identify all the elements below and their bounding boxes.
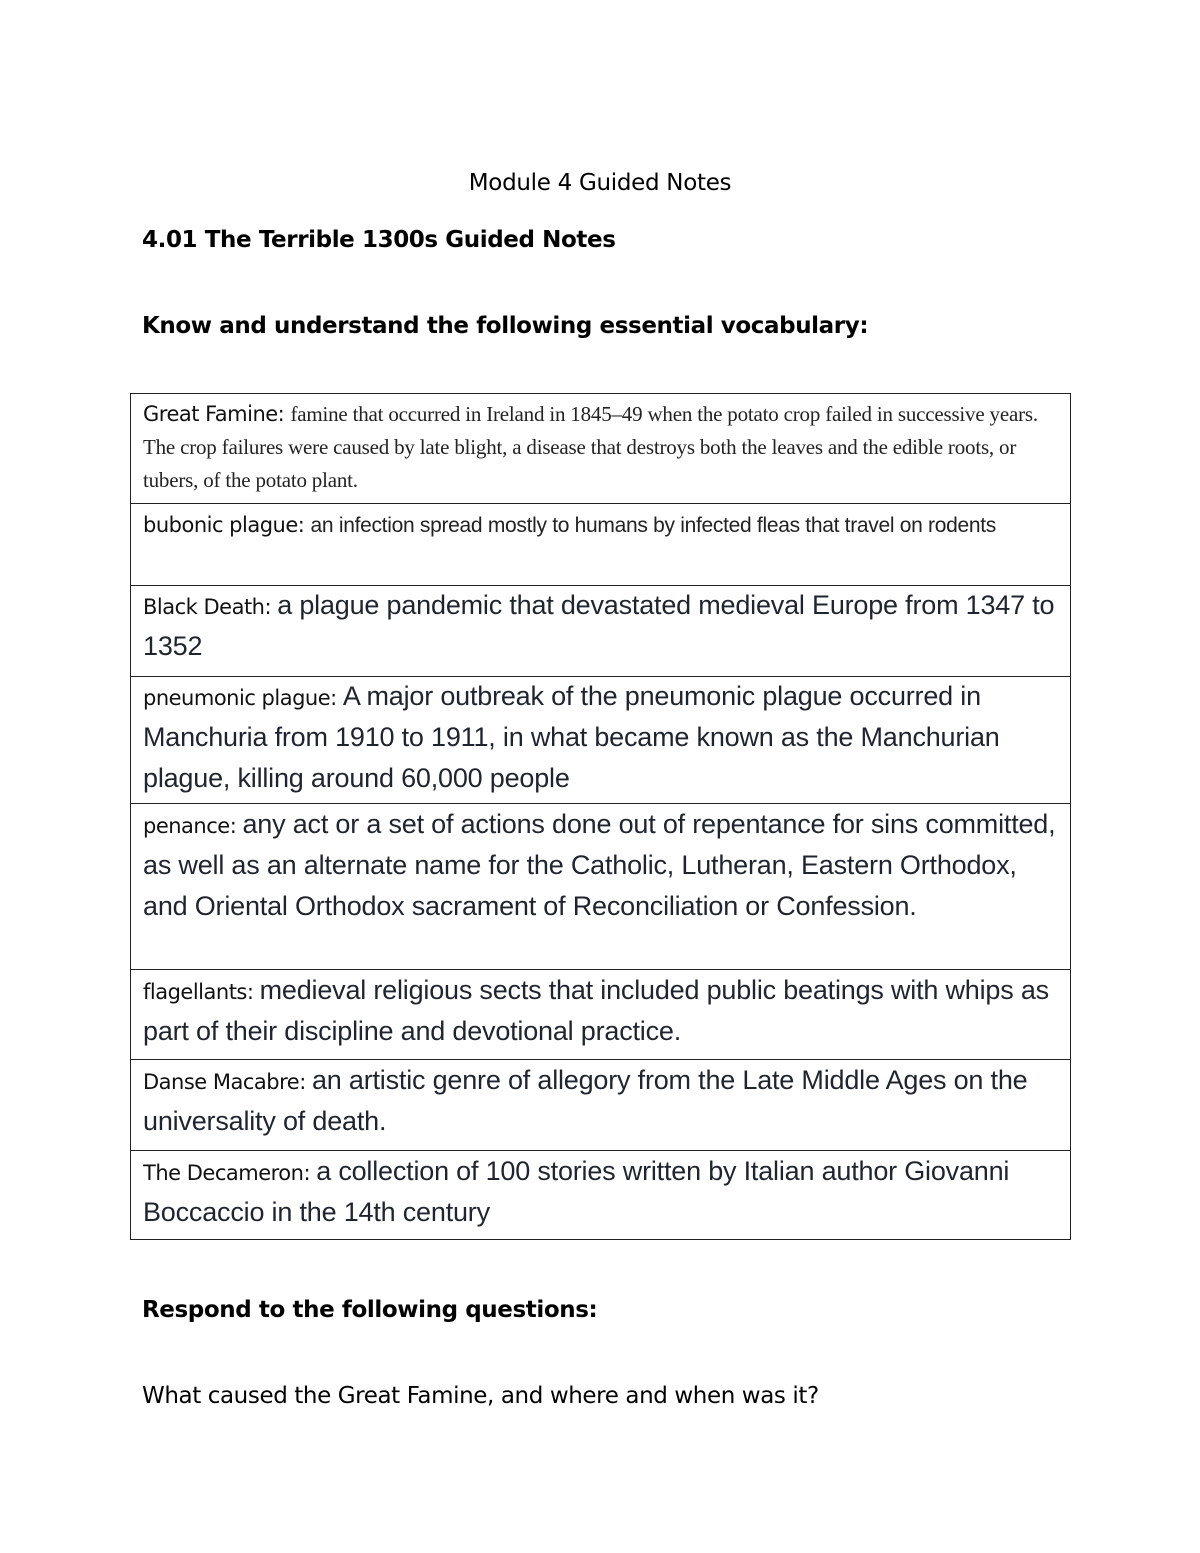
vocabulary-term: bubonic plague: [143, 513, 311, 537]
vocabulary-definition: an infection spread mostly to humans by infected fleas that travel on rodents [310, 514, 996, 537]
vocabulary-row-decameron [131, 1151, 1070, 1239]
vocabulary-definition: famine that occurred in Ireland in 1845–49 when the potato crop failed in successive years. The crop failures were caused by late blight, a disease that destroys both the leaves and the edible roots, or tubers, of the potato plant. [143, 402, 1038, 492]
row-border-gap [332, 1151, 986, 1152]
document-title: Module 4 Guided Notes [468, 170, 732, 196]
vocabulary-definition: A major outbreak of the pneumonic plague occurred in Manchuria from 1910 to 1911, in what became known as the Manchurian plague, killing around 60,000 people [143, 681, 1000, 793]
row-border-gap [268, 970, 1029, 971]
vocabulary-row-flagellants [131, 970, 1070, 1060]
vocabulary-term: Black Death: [143, 595, 278, 619]
vocabulary-definition: a plague pandemic that devastated medieval Europe from 1347 to 1352 [143, 590, 1055, 661]
respond-instruction: Respond to the following questions: [142, 1297, 598, 1323]
vocabulary-row-great-famine [131, 394, 1070, 504]
vocabulary-table [130, 393, 1071, 1240]
vocabulary-term: pneumonic plague: [143, 686, 343, 710]
row-border-gap [329, 1060, 1037, 1061]
section-heading: 4.01 The Terrible 1300s Guided Notes [142, 227, 616, 253]
vocabulary-term: Danse Macabre: [143, 1070, 312, 1094]
vocabulary-term: Great Famine: [143, 402, 291, 426]
vocabulary-definition: an artistic genre of allegory from the Late Middle Ages on the universality of death. [143, 1065, 1028, 1136]
vocabulary-row-black-death [131, 586, 1070, 677]
vocabulary-definition: a collection of 100 stories written by Italian author Giovanni Boccaccio in the 14th century [143, 1156, 1010, 1227]
vocabulary-row-penance [131, 804, 1070, 970]
row-border-gap [249, 804, 1005, 805]
vocabulary-definition: medieval religious sects that included public beatings with whips as part of their discipline and devotional practice. [143, 975, 1049, 1046]
vocabulary-instruction: Know and understand the following essential vocabulary: [142, 313, 869, 339]
vocabulary-term: flagellants: [143, 980, 260, 1004]
vocabulary-row-danse-macabre [131, 1060, 1070, 1151]
vocabulary-term: penance: [143, 814, 243, 838]
vocabulary-row-bubonic-plague [131, 504, 1070, 586]
vocabulary-row-pneumonic-plague [131, 677, 1070, 804]
vocabulary-term: The Decameron: [143, 1161, 317, 1185]
question-1: What caused the Great Famine, and where and when was it? [142, 1383, 819, 1409]
vocabulary-definition: any act or a set of actions done out of repentance for sins committed, as well as an alternate name for the Catholic, Lutheran, Eastern Orthodox, and Oriental Orthodox sacrament of Reconciliation or Confession. [143, 809, 1056, 921]
